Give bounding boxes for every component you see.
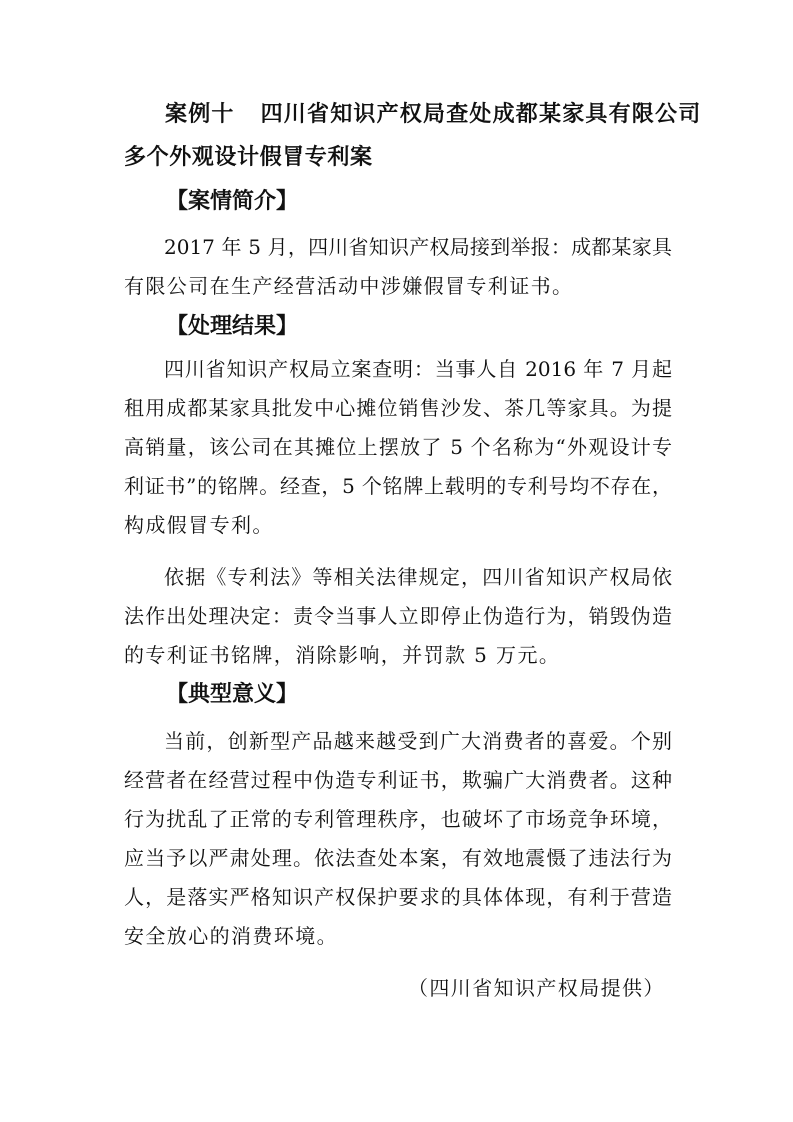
result-line: 的专利证书铭牌，消除影响，并罚款 5 万元。 xyxy=(124,643,561,667)
summary-line: 有限公司在生产经营活动中涉嫌假冒专利证书。 xyxy=(124,274,574,298)
section-heading-result: 【处理结果】 xyxy=(166,314,299,339)
result-line: 法作出处理决定：责令当事人立即停止伪造行为，销毁伪造 xyxy=(124,604,672,628)
significance-line: 人，是落实严格知识产权保护要求的具体体现，有利于营造 xyxy=(124,885,672,909)
result-line: 依据《专利法》等相关法律规定，四川省知识产权局依 xyxy=(164,565,672,589)
section-heading-summary: 【案情简介】 xyxy=(166,189,299,214)
significance-line: 安全放心的消费环境。 xyxy=(124,924,338,948)
result-line: 四川省知识产权局立案查明：当事人自 2016 年 7 月起 xyxy=(164,357,672,381)
case-title-text: 四川省知识产权局查处成都某家具有限公司 xyxy=(260,102,702,127)
significance-line: 当前，创新型产品越来越受到广大消费者的喜爱。个别 xyxy=(164,729,672,753)
summary-line: 2017 年 5 月，四川省知识产权局接到举报：成都某家具 xyxy=(164,235,672,259)
case-title-line-2: 多个外观设计假冒专利案 xyxy=(124,145,373,170)
significance-line: 行为扰乱了正常的专利管理秩序，也破坏了市场竞争环境， xyxy=(124,807,672,831)
significance-line: 应当予以严肃处理。依法查处本案，有效地震慑了违法行为 xyxy=(124,846,672,870)
result-line: 高销量，该公司在其摊位上摆放了 5 个名称为“外观设计专 xyxy=(124,435,672,459)
significance-line: 经营者在经营过程中伪造专利证书，欺骗广大消费者。这种 xyxy=(124,768,672,792)
source-credit: （四川省知识产权局提供） xyxy=(408,976,665,1000)
result-line: 租用成都某家具批发中心摊位销售沙发、茶几等家具。为提 xyxy=(124,396,672,420)
result-line: 利证书”的铭牌。经查，5 个铭牌上载明的专利号均不存在， xyxy=(124,474,672,498)
result-line: 构成假冒专利。 xyxy=(124,513,274,537)
section-heading-significance: 【典型意义】 xyxy=(166,682,299,707)
case-number: 案例十 xyxy=(165,102,235,127)
case-title-line-1 xyxy=(165,100,713,130)
